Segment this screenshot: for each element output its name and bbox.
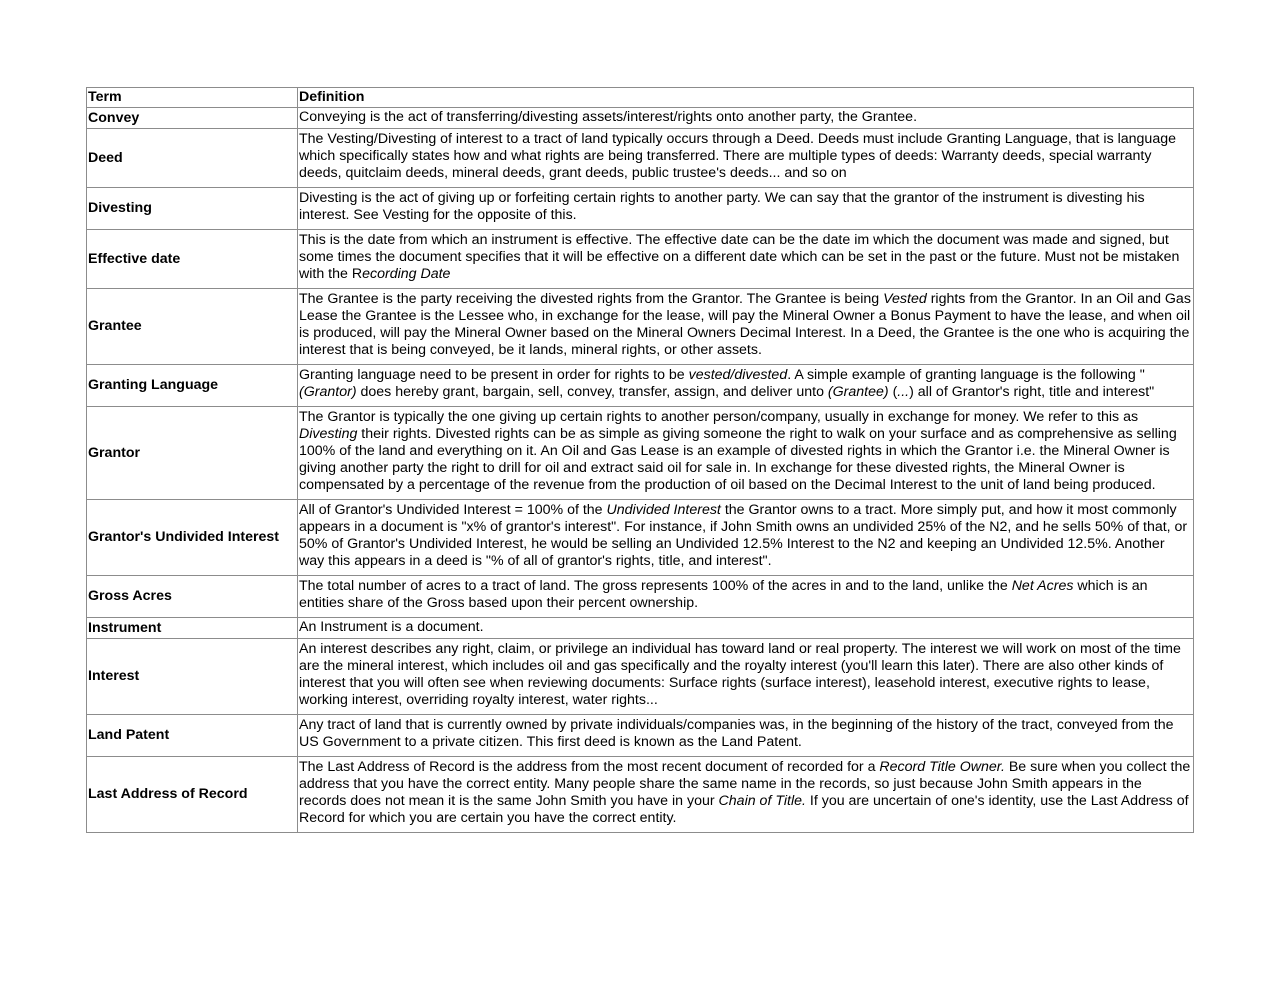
definition-emphasis: Chain of Title. <box>718 793 806 809</box>
definition-cell <box>298 715 1194 757</box>
definition-text: The total number of acres to a tract of land. The gross represents 100% of the acres in and to the land, unlike the <box>299 578 1012 594</box>
definition-cell <box>298 500 1194 576</box>
term-cell: Interest <box>87 639 298 715</box>
header-term: Term <box>87 88 298 108</box>
definition-text: the Grantor owns to a tract. More simply put, and how it most commonly appears in a document is "x% of grantor's interest". For instance, if John Smith owns an undivided 25% of the N2, and he sells 50% of that, or 50% of Grantor's Undivided Interest, he would be selling an Undivided 12.5% Interest to the N2 and keeping an Undivided 12.5%. Another way this appears in a deed is "% of all of grantor's rights, title, and interest". <box>299 502 1188 569</box>
definition-text: . A simple example of granting language is the following " <box>787 367 1145 383</box>
glossary-body <box>87 88 1194 833</box>
definition-emphasis: Divesting <box>299 426 358 442</box>
definition-cell <box>298 618 1194 639</box>
definition-cell <box>298 230 1194 289</box>
definition-text: All of Grantor's Undivided Interest = 100% of the <box>299 502 607 518</box>
table-row <box>87 188 1194 230</box>
definition-text: An interest describes any right, claim, or privilege an individual has toward land or real property. The interest we will work on most of the time are the mineral interest, which includes oil and gas specifically and the royalty interest (you'll learn this later). There are also other kinds of interest that you will often see when reviewing documents: Surface rights (surface interest), leasehold interest, executive rights to lease, working interest, overriding royalty interest, water rights... <box>299 641 1181 708</box>
definition-text: does hereby grant, bargain, sell, convey, transfer, assign, and deliver unto <box>356 384 828 400</box>
term-cell: Grantee <box>87 289 298 365</box>
definition-text: Be sure when you collect the address that you have the correct entity. Many people share the same name in the records, so just because John Smith appears in the records does not mean it is the same John Smith you have in your <box>299 759 1191 809</box>
table-row <box>87 108 1194 129</box>
term-cell: Grantor <box>87 407 298 500</box>
table-row <box>87 715 1194 757</box>
definition-text: their rights. Divested rights can be as simple as giving someone the right to walk on your surface and as comprehensive as selling 100% of the land and everything on it. An Oil and Gas Lease is an example of divested rights in which the Grantor i.e. the Mineral Owner is giving another party the right to drill for oil and extract said oil for sale in. In exchange for these divested rights, the Mineral Owner is compensated by a percentage of the revenue from the production of oil based on the Decimal Interest to the unit of land being produced. <box>299 426 1177 493</box>
table-row <box>87 289 1194 365</box>
definition-emphasis: Undivided Interest <box>606 502 721 518</box>
glossary-table <box>86 87 1194 833</box>
definition-cell <box>298 188 1194 230</box>
definition-cell <box>298 365 1194 407</box>
definition-emphasis: Record Title Owner. <box>879 759 1005 775</box>
definition-text: ( <box>888 384 898 400</box>
definition-emphasis: (Grantor) <box>299 384 357 400</box>
definition-text: The Grantee is the party receiving the divested rights from the Grantor. The Grantee is being <box>299 291 884 307</box>
definition-text: Conveying is the act of transferring/divesting assets/interest/rights onto another party, the Grantee. <box>299 109 918 125</box>
table-row <box>87 407 1194 500</box>
term-cell: Convey <box>87 108 298 129</box>
table-row <box>87 618 1194 639</box>
term-cell: Granting Language <box>87 365 298 407</box>
definition-emphasis: ecording Date <box>362 266 451 282</box>
definition-text: The Grantor is typically the one giving up certain rights to another person/company, usually in exchange for money. We refer to this as <box>299 409 1139 425</box>
header-row <box>87 88 1194 108</box>
definition-cell <box>298 129 1194 188</box>
definition-cell <box>298 639 1194 715</box>
table-row <box>87 230 1194 289</box>
definition-text: Granting language need to be present in order for rights to be <box>299 367 689 383</box>
definition-text: The Vesting/Divesting of interest to a tract of land typically occurs through a Deed. Deeds must include Granting Language, that is language which specifically states how and what rights are being transferred. There are multiple types of deeds: Warranty deeds, special warranty deeds, quitclaim deeds, mineral deeds, grant deeds, public trustee's deeds... and so on <box>299 131 1176 181</box>
definition-text: If you are uncertain of one's identity, use the Last Address of Record for which you are certain you have the correct entity. <box>299 793 1189 826</box>
term-cell: Gross Acres <box>87 576 298 618</box>
term-cell: Instrument <box>87 618 298 639</box>
definition-emphasis: vested/divested <box>688 367 788 383</box>
table-row <box>87 757 1194 833</box>
definition-text: which is an entities share of the Gross based upon their percent ownership. <box>299 578 1148 611</box>
definition-cell <box>298 407 1194 500</box>
table-row <box>87 365 1194 407</box>
table-row <box>87 576 1194 618</box>
definition-text: rights from the Grantor. In an Oil and Gas Lease the Grantee is the Lessee who, in exchange for the lease, will pay the Mineral Owner a Bonus Payment to have the lease, and when oil is produced, will pay the Mineral Owner based on the Mineral Owners Decimal Interest. In a Deed, the Grantee is the one who is acquiring the interest that is being conveyed, be it lands, mineral rights, or other assets. <box>299 291 1191 358</box>
term-cell: Effective date <box>87 230 298 289</box>
term-cell: Deed <box>87 129 298 188</box>
term-cell: Divesting <box>87 188 298 230</box>
definition-text: Divesting is the act of giving up or forfeiting certain rights to another party. We can say that the grantor of the instrument is divesting his interest. See Vesting for the opposite of this. <box>299 190 1145 223</box>
definition-cell <box>298 108 1194 129</box>
definition-emphasis: ... <box>897 384 910 400</box>
definition-emphasis: Vested <box>883 291 927 307</box>
definition-text: This is the date from which an instrument is effective. The effective date can be the date im which the document was made and signed, but some times the document specifies that it will be effective on a different date which can be set in the past or the future. Must not be mistaken with the R <box>299 232 1180 282</box>
term-cell: Last Address of Record <box>87 757 298 833</box>
definition-text: The Last Address of Record is the address from the most recent document of recorded for a <box>299 759 880 775</box>
definition-cell <box>298 757 1194 833</box>
table-row <box>87 500 1194 576</box>
definition-emphasis: (Grantee) <box>827 384 889 400</box>
definition-text: ) all of Grantor's right, title and interest" <box>909 384 1155 400</box>
table-row <box>87 129 1194 188</box>
definition-text: An Instrument is a document. <box>299 619 484 635</box>
term-cell: Grantor's Undivided Interest <box>87 500 298 576</box>
table-row <box>87 639 1194 715</box>
definition-text: Any tract of land that is currently owned by private individuals/companies was, in the beginning of the history of the tract, conveyed from the US Government to a private citizen. This first deed is known as the Land Patent. <box>299 717 1174 750</box>
term-cell: Land Patent <box>87 715 298 757</box>
header-definition: Definition <box>298 88 1194 108</box>
definition-cell <box>298 289 1194 365</box>
definition-emphasis: Net Acres <box>1011 578 1074 594</box>
definition-cell <box>298 576 1194 618</box>
